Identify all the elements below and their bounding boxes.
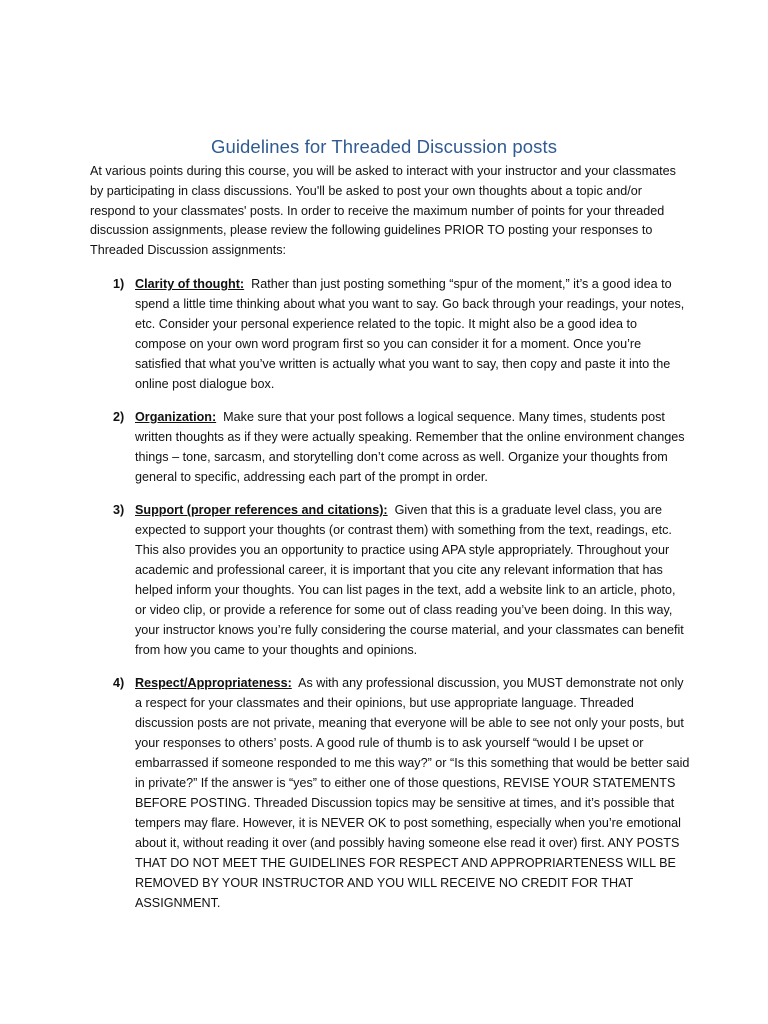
guideline-item-respect (90, 673, 690, 913)
guidelines-list (90, 274, 690, 926)
guideline-number: 4) (113, 676, 125, 690)
guideline-item-clarity (90, 274, 690, 394)
guideline-body: Rather than just posting something “spur of the moment,” it’s a good idea to spend a little time thinking about what you want to say. Go back through your readings, your notes, etc. Consider your personal experience related to the topic. It might also be a good idea to compose on your own word program first so you can consider it for a moment. Once you’re satisfied that what you’ve written is actually what you want to say, then copy and paste it into the online post dialogue box. (135, 277, 685, 391)
guideline-body: Given that this is a graduate level class, you are expected to support your thoughts (or contrast them) with something from the text, readings, etc. This also provides you an opportunity to practice using APA style appropriately. Throughout your academic and professional career, it is important that you cite any relevant information that has helped inform your thoughts. You can list pages in the text, add a website link to an article, photo, or video clip, or provide a reference for some out of class reading you’ve been doing. In this way, your instructor knows you’re fully considering the course material, and your classmates can benefit from how you came to your thoughts and opinions. (135, 503, 684, 657)
guideline-body: Make sure that your post follows a logical sequence. Many times, students post written thoughts as if they were actually speaking. Remember that the online environment changes things – tone, sarcasm, and storytelling don’t come across as well. Organize your thoughts from general to specific, addressing each part of the prompt in order. (135, 410, 685, 484)
guideline-heading: Support (proper references and citations): (135, 503, 388, 517)
intro-paragraph: At various points during this course, you will be asked to interact with your instructor and your classmates by participating in class discussions. You'll be asked to post your own thoughts about a topic and/or respond to your classmates' posts. In order to receive the maximum number of points for your threaded discussion assignments, please review the following guidelines PRIOR TO posting your responses to Threaded Discussion assignments: (90, 164, 676, 258)
document-title: Guidelines for Threaded Discussion posts (210, 136, 558, 157)
guideline-heading: Respect/Appropriateness: (135, 676, 292, 690)
guideline-number: 1) (113, 277, 125, 291)
guideline-heading: Clarity of thought: (135, 277, 245, 291)
guideline-number: 2) (113, 410, 125, 424)
guideline-item-support (90, 500, 690, 660)
guideline-item-organization (90, 407, 690, 487)
guideline-heading: Organization: (135, 410, 217, 424)
guideline-body: As with any professional discussion, you MUST demonstrate not only a respect for your classmates and their opinions, but use appropriate language. Threaded discussion posts are not private, meaning that everyone will be able to see not only your posts, but your responses to others’ posts. A good rule of thumb is to ask yourself “would I be upset or embarrassed if someone responded to me this way?” or “Is this something that would be better said in private?” If the answer is “yes” to either one of those questions, REVISE YOUR STATEMENTS BEFORE POSTING. Threaded Discussion topics may be sensitive at times, and it’s possible that tempers may flare. However, it is NEVER OK to post something, especially when you’re emotional about it, without reading it over (and possibly having someone else read it over) first. ANY POSTS THAT DO NOT MEET THE GUIDELINES FOR RESPECT AND APPROPRIARTENESS WILL BE REMOVED BY YOUR INSTRUCTOR AND YOU WILL RECEIVE NO CREDIT FOR THAT ASSIGNMENT. (135, 676, 690, 910)
guideline-number: 3) (113, 503, 125, 517)
